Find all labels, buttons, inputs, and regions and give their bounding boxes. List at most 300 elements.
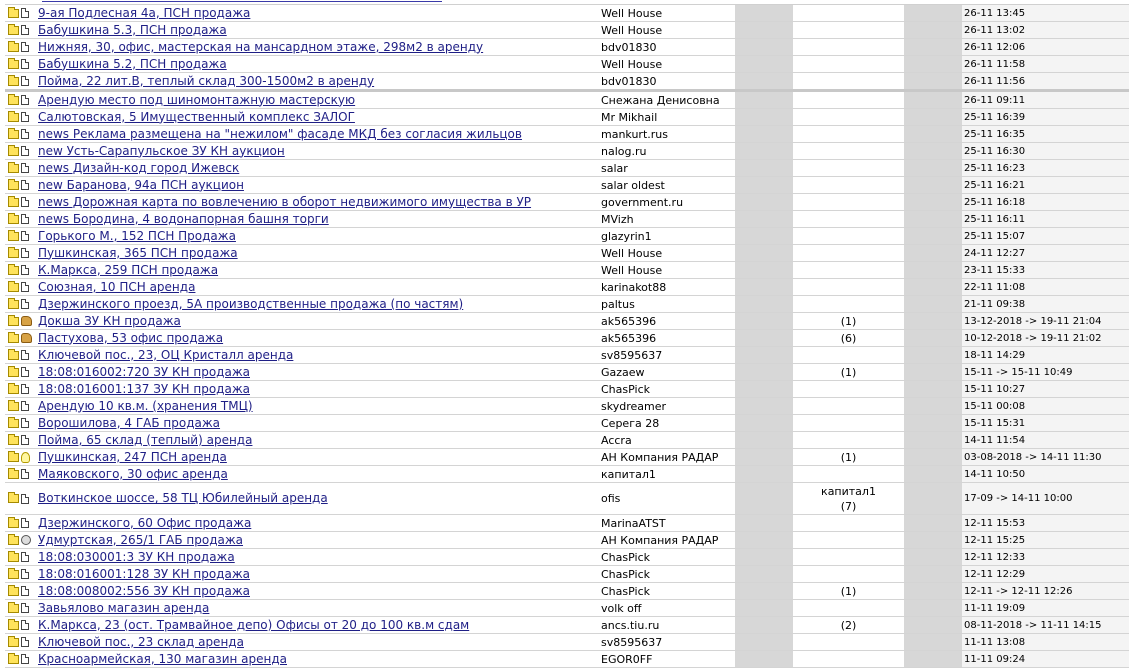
doc-icon <box>21 8 29 18</box>
folder-icon[interactable] <box>8 300 19 309</box>
topic-link[interactable]: Докша ЗУ КН продажа <box>38 313 181 328</box>
folder-icon[interactable] <box>8 385 19 394</box>
folder-icon[interactable] <box>8 453 19 462</box>
topic-date: 12-11 15:53 <box>962 515 1129 531</box>
topic-author: ChasPick <box>598 583 735 599</box>
reply-count <box>793 39 904 55</box>
topic-link[interactable]: Пойма, 22 лит.В, теплый склад 300-1500м2 в аренду <box>38 73 375 88</box>
doc-icon <box>21 435 29 445</box>
reply-count <box>793 245 904 261</box>
doc-icon <box>21 350 29 360</box>
topic-author: Well House <box>598 22 735 38</box>
topic-author: Well House <box>598 245 735 261</box>
topic-title-cell <box>38 56 598 72</box>
gray-column <box>904 126 962 142</box>
topic-link[interactable]: Дзержинского проезд, 5А производственные продажа (по частям) <box>38 296 464 311</box>
topic-date: 13-12-2018 -> 19-11 21:04 <box>962 313 1129 329</box>
topic-link[interactable]: Ворошилова, 4 ГАБ продажа <box>38 415 221 430</box>
topic-date: 14-11 10:50 <box>962 466 1129 482</box>
topic-icons <box>5 449 38 465</box>
reply-count <box>793 330 904 346</box>
doc-icon <box>21 112 29 122</box>
gray-column <box>735 56 793 72</box>
topic-icons <box>5 22 38 38</box>
reply-count <box>793 651 904 667</box>
gray-column <box>735 39 793 55</box>
topic-icons <box>5 313 38 329</box>
gray-column <box>904 143 962 159</box>
clip-icon <box>21 535 31 545</box>
topic-icons <box>5 566 38 582</box>
topic-date: 25-11 16:18 <box>962 194 1129 210</box>
hand-icon <box>21 333 32 343</box>
gray-column <box>735 415 793 431</box>
reply-count <box>793 515 904 531</box>
reply-count-text: капитал1 <box>821 484 876 498</box>
gray-column <box>735 634 793 650</box>
topic-link[interactable]: Союзная, 10 ПСН аренда <box>38 279 196 294</box>
reply-count <box>793 398 904 414</box>
topic-author: bdv01830 <box>598 39 735 55</box>
table-row <box>5 330 1129 347</box>
gray-column <box>735 160 793 176</box>
folder-icon[interactable] <box>8 317 19 326</box>
doc-icon <box>21 146 29 156</box>
table-row <box>5 211 1129 228</box>
gray-column <box>904 228 962 244</box>
topic-icons <box>5 143 38 159</box>
doc-icon <box>21 518 29 528</box>
topic-author: karinakot88 <box>598 279 735 295</box>
doc-icon <box>21 76 29 86</box>
reply-count <box>793 126 904 142</box>
topic-link[interactable]: 18:08:016002:720 ЗУ КН продажа <box>38 364 250 379</box>
topic-author: АН Компания РАДАР <box>598 449 735 465</box>
topic-date: 11-11 13:08 <box>962 634 1129 650</box>
gray-column <box>735 651 793 667</box>
topic-author: glazyrin1 <box>598 228 735 244</box>
topic-link[interactable]: news Дизайн-код город Ижевск <box>38 160 240 175</box>
table-row <box>5 262 1129 279</box>
topic-title-cell <box>38 177 598 193</box>
table-row <box>5 651 1129 668</box>
topic-link[interactable]: Воткинское шоссе, 58 ТЦ Юбилейный аренда <box>38 491 328 505</box>
topic-icons <box>5 398 38 414</box>
topic-date: 23-11 15:33 <box>962 262 1129 278</box>
folder-icon[interactable] <box>8 232 19 241</box>
reply-count <box>793 583 904 599</box>
topic-link[interactable]: Арендую место под шиномонтажную мастерскую <box>38 92 356 107</box>
folder-icon[interactable] <box>8 494 19 503</box>
reply-count <box>793 566 904 582</box>
reply-count <box>793 600 904 616</box>
gray-column <box>735 483 793 514</box>
topic-link[interactable]: Дзержинского, 60 Офис продажа <box>38 515 252 530</box>
table-row <box>5 415 1129 432</box>
folder-icon[interactable] <box>8 283 19 292</box>
topic-date: 10-12-2018 -> 19-11 21:02 <box>962 330 1129 346</box>
gray-column <box>904 634 962 650</box>
gray-column <box>904 532 962 548</box>
gray-column <box>735 143 793 159</box>
gray-column <box>735 515 793 531</box>
gray-column <box>735 432 793 448</box>
topic-date: 14-11 11:54 <box>962 432 1129 448</box>
topic-author: mankurt.rus <box>598 126 735 142</box>
topic-title-cell <box>38 211 598 227</box>
topic-link[interactable]: news Реклама размещена на "нежилом" фасаде МКД без согласия жильцов <box>38 126 522 141</box>
topic-link[interactable]: Пойма, 65 склад (теплый) аренда <box>38 432 253 447</box>
gray-column <box>904 566 962 582</box>
reply-count <box>793 296 904 312</box>
table-row <box>5 617 1129 634</box>
topic-author: skydreamer <box>598 398 735 414</box>
folder-icon[interactable] <box>8 181 19 190</box>
topic-date: 26-11 11:58 <box>962 56 1129 72</box>
gray-column <box>735 364 793 380</box>
folder-icon[interactable] <box>8 198 19 207</box>
topic-author: sv8595637 <box>598 347 735 363</box>
gray-column <box>904 56 962 72</box>
topic-link[interactable]: new Усть-Сарапульское ЗУ КН аукцион <box>38 143 285 158</box>
gray-column <box>735 398 793 414</box>
topic-date: 25-11 16:39 <box>962 109 1129 125</box>
topic-link[interactable]: news Дорожная карта по вовлечению в оборот недвижимого имущества в УР <box>38 194 532 209</box>
topic-title-cell <box>38 5 598 21</box>
topic-date: 25-11 15:07 <box>962 228 1129 244</box>
doc-icon <box>21 129 29 139</box>
doc-icon <box>21 231 29 241</box>
gray-column <box>904 330 962 346</box>
topic-link[interactable]: 18:08:016001:137 ЗУ КН продажа <box>38 381 250 396</box>
reply-count <box>793 109 904 125</box>
topic-link[interactable]: Горького М., 152 ПСН Продажа <box>38 228 236 243</box>
topic-author: government.ru <box>598 194 735 210</box>
table-row <box>5 39 1129 56</box>
topic-link[interactable]: 9-ая Подлесная 4а, ПСН продажа <box>38 5 251 20</box>
doc-icon <box>21 59 29 69</box>
topic-title-cell <box>38 617 598 633</box>
topic-author: Well House <box>598 262 735 278</box>
topic-link[interactable]: К.Маркса, 23 (ост. Трамвайное депо) Офисы от 20 до 100 кв.м сдам <box>38 617 470 632</box>
topic-link[interactable]: Удмуртская, 265/1 ГАБ продажа <box>38 532 244 547</box>
folder-icon[interactable] <box>8 519 19 528</box>
hand-icon <box>21 316 32 326</box>
topic-title-cell <box>38 194 598 210</box>
folder-icon[interactable] <box>8 266 19 275</box>
folder-icon[interactable] <box>8 334 19 343</box>
reply-count <box>793 211 904 227</box>
reply-count <box>793 347 904 363</box>
gray-column <box>735 211 793 227</box>
topic-title-cell <box>38 532 598 548</box>
topic-author: salar <box>598 160 735 176</box>
topic-link[interactable]: news Бородина, 4 водонапорная башня торги <box>38 211 329 226</box>
reply-count <box>793 415 904 431</box>
gray-column <box>735 330 793 346</box>
gray-column <box>735 347 793 363</box>
topic-title-cell <box>38 262 598 278</box>
folder-icon[interactable] <box>8 164 19 173</box>
gray-column <box>904 483 962 514</box>
table-row <box>5 160 1129 177</box>
topic-author: Well House <box>598 56 735 72</box>
gray-column <box>904 415 962 431</box>
folder-icon[interactable] <box>8 113 19 122</box>
folder-icon[interactable] <box>8 638 19 647</box>
topic-date: 25-11 16:30 <box>962 143 1129 159</box>
topic-icons <box>5 483 38 514</box>
gray-column <box>735 296 793 312</box>
gray-column <box>904 398 962 414</box>
topic-author: ofis <box>598 483 735 514</box>
gray-column <box>735 381 793 397</box>
folder-icon[interactable] <box>8 536 19 545</box>
doc-icon <box>21 367 29 377</box>
doc-icon <box>21 586 29 596</box>
reply-count <box>793 92 904 108</box>
folder-icon[interactable] <box>8 351 19 360</box>
reply-count <box>793 532 904 548</box>
doc-icon <box>21 384 29 394</box>
doc-icon <box>21 469 29 479</box>
topic-link[interactable]: Пастухова, 53 офис продажа <box>38 330 224 345</box>
topic-author: MarinaATST <box>598 515 735 531</box>
topic-link[interactable]: Салютовская, 5 Имущественный комплекс ЗАЛОГ <box>38 109 355 124</box>
folder-icon[interactable] <box>8 215 19 224</box>
gray-column <box>904 381 962 397</box>
reply-count <box>793 313 904 329</box>
topic-icons <box>5 415 38 431</box>
topic-link[interactable]: 18:08:008002:556 ЗУ КН продажа <box>38 583 250 598</box>
gray-column <box>904 279 962 295</box>
topic-title-cell <box>38 330 598 346</box>
folder-icon[interactable] <box>8 249 19 258</box>
gray-column <box>904 313 962 329</box>
reply-count <box>793 483 904 514</box>
topic-icons <box>5 515 38 531</box>
gray-column <box>735 109 793 125</box>
gray-column <box>904 549 962 565</box>
topic-icons <box>5 109 38 125</box>
topic-link[interactable]: Ключевой пос., 23, ОЦ Кристалл аренда <box>38 347 294 362</box>
gray-column <box>904 92 962 108</box>
topic-author: Accra <box>598 432 735 448</box>
table-row <box>5 279 1129 296</box>
gray-column <box>904 262 962 278</box>
reply-count-text: (2) <box>840 618 857 632</box>
folder-icon[interactable] <box>8 655 19 664</box>
topic-date: 15-11 00:08 <box>962 398 1129 414</box>
topic-link[interactable]: new Баранова, 94а ПСН аукцион <box>38 177 244 192</box>
doc-icon <box>21 214 29 224</box>
folder-icon[interactable] <box>8 436 19 445</box>
topic-icons <box>5 330 38 346</box>
topic-date: 25-11 16:35 <box>962 126 1129 142</box>
reply-count <box>793 617 904 633</box>
gray-column <box>904 160 962 176</box>
table-row <box>5 600 1129 617</box>
gray-column <box>735 5 793 21</box>
topic-link[interactable]: Арендую 10 кв.м. (хранения ТМЦ) <box>38 398 253 413</box>
folder-icon[interactable] <box>8 470 19 479</box>
doc-icon <box>21 418 29 428</box>
topic-title-cell <box>38 228 598 244</box>
topic-link[interactable]: Пушкинская, 365 ПСН продажа <box>38 245 238 260</box>
topic-link[interactable]: 18:08:030001:3 ЗУ КН продажа <box>38 549 235 564</box>
folder-icon[interactable] <box>8 368 19 377</box>
reply-count <box>793 73 904 89</box>
topic-date: 26-11 13:02 <box>962 22 1129 38</box>
topic-link[interactable]: Красноармейская, 130 магазин аренда <box>38 651 287 666</box>
topic-icons <box>5 296 38 312</box>
topic-icons <box>5 228 38 244</box>
topic-author: ak565396 <box>598 313 735 329</box>
table-row <box>5 228 1129 245</box>
topic-list <box>5 0 1129 668</box>
topic-icons <box>5 600 38 616</box>
folder-icon[interactable] <box>8 604 19 613</box>
topic-icons <box>5 432 38 448</box>
reply-count <box>793 634 904 650</box>
gray-column <box>735 466 793 482</box>
topic-date: 17-09 -> 14-11 10:00 <box>962 483 1129 514</box>
topic-date: 11-11 09:24 <box>962 651 1129 667</box>
doc-icon <box>21 25 29 35</box>
doc-icon <box>21 299 29 309</box>
topic-link[interactable]: Завьялово магазин аренда <box>38 600 210 615</box>
doc-icon <box>21 248 29 258</box>
table-row <box>5 549 1129 566</box>
gray-column <box>735 126 793 142</box>
doc-icon <box>21 163 29 173</box>
topic-date: 25-11 16:23 <box>962 160 1129 176</box>
gray-column <box>904 651 962 667</box>
folder-icon[interactable] <box>8 402 19 411</box>
gray-column <box>904 109 962 125</box>
topic-date: 11-11 19:09 <box>962 600 1129 616</box>
doc-icon <box>21 569 29 579</box>
table-row <box>5 364 1129 381</box>
topic-author: ChasPick <box>598 381 735 397</box>
folder-icon[interactable] <box>8 570 19 579</box>
topic-link[interactable]: Бабушкина 5.3, ПСН продажа <box>38 22 227 37</box>
gray-column <box>735 566 793 582</box>
table-row <box>5 566 1129 583</box>
topic-icons <box>5 177 38 193</box>
table-row <box>5 245 1129 262</box>
topic-title-cell <box>38 22 598 38</box>
gray-column <box>735 245 793 261</box>
gray-column <box>735 177 793 193</box>
topic-author: ChasPick <box>598 566 735 582</box>
gray-column <box>904 449 962 465</box>
topic-link[interactable]: Нижняя, 30, офис, мастерская на мансардном этаже, 298м2 в аренду <box>38 39 484 54</box>
gray-column <box>904 22 962 38</box>
reply-count-text: (6) <box>840 331 857 345</box>
gray-column <box>735 279 793 295</box>
reply-count <box>793 22 904 38</box>
topic-date: 12-11 12:33 <box>962 549 1129 565</box>
doc-icon <box>21 637 29 647</box>
folder-icon[interactable] <box>8 60 19 69</box>
gray-column <box>904 347 962 363</box>
topic-link[interactable]: К.Маркса, 259 ПСН продажа <box>38 262 219 277</box>
table-row <box>5 483 1129 515</box>
doc-icon <box>21 620 29 630</box>
topic-icons <box>5 92 38 108</box>
folder-icon[interactable] <box>8 621 19 630</box>
gray-column <box>735 194 793 210</box>
reply-count <box>793 194 904 210</box>
topic-title-cell <box>38 92 598 108</box>
topic-author: ancs.tiu.ru <box>598 617 735 633</box>
gray-column <box>735 617 793 633</box>
topic-author: sv8595637 <box>598 634 735 650</box>
doc-icon <box>21 42 29 52</box>
gray-column <box>904 583 962 599</box>
gray-column <box>735 228 793 244</box>
folder-icon[interactable] <box>8 587 19 596</box>
doc-icon <box>21 552 29 562</box>
reply-count <box>793 177 904 193</box>
folder-icon[interactable] <box>8 419 19 428</box>
gray-column <box>735 583 793 599</box>
topic-icons <box>5 279 38 295</box>
topic-author: paltus <box>598 296 735 312</box>
topic-author: volk off <box>598 600 735 616</box>
reply-count <box>793 5 904 21</box>
folder-icon[interactable] <box>8 130 19 139</box>
folder-icon[interactable] <box>8 43 19 52</box>
clipped-link-underline <box>42 0 442 2</box>
topic-icons <box>5 5 38 21</box>
topic-icons <box>5 160 38 176</box>
folder-icon[interactable] <box>8 26 19 35</box>
topic-link[interactable]: Маяковского, 30 офис аренда <box>38 466 228 481</box>
topic-link[interactable]: Ключевой пос., 23 склад аренда <box>38 634 244 649</box>
topic-title-cell <box>38 245 598 261</box>
folder-icon[interactable] <box>8 9 19 18</box>
topic-date: 15-11 15:31 <box>962 415 1129 431</box>
topic-link[interactable]: Пушкинская, 247 ПСН аренда <box>38 449 227 464</box>
topic-link[interactable]: Бабушкина 5.2, ПСН продажа <box>38 56 227 71</box>
folder-icon[interactable] <box>8 553 19 562</box>
reply-count <box>793 143 904 159</box>
topic-date: 21-11 09:38 <box>962 296 1129 312</box>
reply-count <box>793 432 904 448</box>
topic-title-cell <box>38 160 598 176</box>
topic-title-cell <box>38 143 598 159</box>
reply-count <box>793 262 904 278</box>
topic-icons <box>5 73 38 89</box>
topic-author: АН Компания РАДАР <box>598 532 735 548</box>
topic-title-cell <box>38 398 598 414</box>
folder-icon[interactable] <box>8 96 19 105</box>
table-row <box>5 466 1129 483</box>
table-row <box>5 515 1129 532</box>
topic-icons <box>5 262 38 278</box>
topic-link[interactable]: 18:08:016001:128 ЗУ КН продажа <box>38 566 250 581</box>
gray-column <box>904 466 962 482</box>
topic-icons <box>5 381 38 397</box>
gray-column <box>904 194 962 210</box>
topic-icons <box>5 211 38 227</box>
topic-date: 03-08-2018 -> 14-11 11:30 <box>962 449 1129 465</box>
topic-date: 26-11 11:56 <box>962 73 1129 89</box>
folder-icon[interactable] <box>8 77 19 86</box>
folder-icon[interactable] <box>8 147 19 156</box>
